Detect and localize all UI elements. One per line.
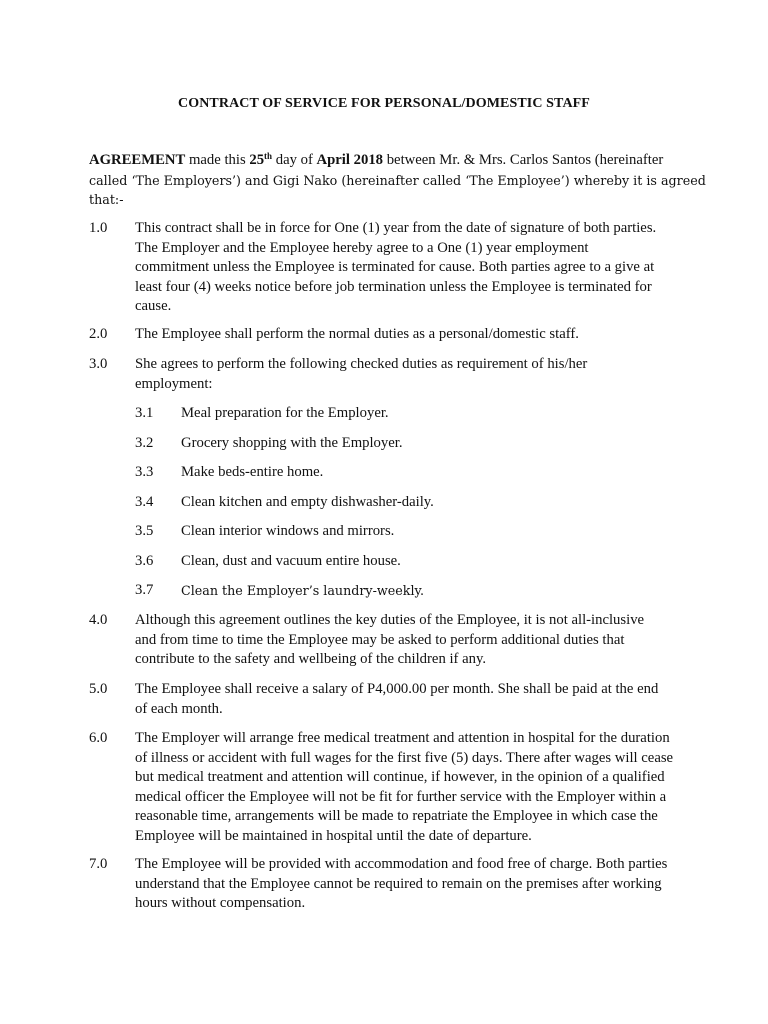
duty-text: Clean kitchen and empty dishwasher-daily.	[181, 494, 434, 510]
clause-1	[89, 219, 689, 317]
clause-line: hours without compensation.	[135, 895, 306, 912]
duty-item	[135, 434, 655, 454]
clause-line: employment:	[135, 375, 213, 392]
clause-text	[135, 729, 681, 847]
clause-line: The Employee will be provided with accommodation and food free of charge. Both parties	[135, 856, 668, 872]
duty-item	[135, 552, 655, 572]
duty-item	[135, 493, 655, 513]
clause-line: least four (4) weeks notice before job termination unless the Employee is terminated for	[135, 278, 652, 295]
clause-4	[89, 611, 689, 670]
clause-number: 6.0	[89, 730, 108, 746]
clause-text	[135, 855, 681, 914]
duty-number: 3.6	[135, 553, 154, 569]
clause-text	[135, 611, 681, 670]
clause-text	[135, 325, 681, 345]
intro-line-1	[89, 151, 689, 171]
intro-between: between Mr. & Mrs. Carlos Santos (hereinafter	[383, 152, 664, 168]
duty-text: Clean, dust and vacuum entire house.	[181, 553, 401, 569]
clause-number: 2.0	[89, 326, 108, 342]
document-title: CONTRACT OF SERVICE FOR PERSONAL/DOMESTIC STAFF	[178, 96, 590, 111]
clause-line: Although this agreement outlines the key duties of the Employee, it is not all-inclusive	[135, 612, 645, 628]
agreement-keyword: AGREEMENT	[89, 152, 186, 168]
clause-line: and from time to time the Employee may be asked to perform additional duties that	[135, 631, 625, 648]
intro-line-2: called ‘The Employers’) and Gigi Nako (hereinafter called ‘The Employee’) whereby it is agreed	[89, 172, 706, 188]
clause-line: reasonable time, arrangements will be made to repatriate the Employee in which case the	[135, 808, 658, 825]
clause-text	[135, 219, 681, 317]
duty-text: Clean the Employer’s laundry-weekly.	[181, 583, 425, 598]
duty-number: 3.2	[135, 435, 154, 451]
duty-number: 3.1	[135, 405, 154, 421]
duty-number: 3.5	[135, 523, 154, 539]
agreement-day-number: 25	[249, 152, 265, 168]
clause-line: of each month.	[135, 700, 223, 717]
agreement-intro	[89, 151, 706, 210]
clause-line: commitment unless the Employee is terminated for cause. Both parties agree to a give at	[135, 259, 655, 276]
duty-text: Make beds-entire home.	[181, 464, 324, 480]
clause-line: The Employee shall receive a salary of P4,000.00 per month. She shall be paid at the end	[135, 681, 659, 697]
duty-text: Clean interior windows and mirrors.	[181, 523, 395, 539]
clause-line: of illness or accident with full wages for the first five (5) days. There after wages will cease	[135, 749, 674, 766]
clause-line: The Employer will arrange free medical treatment and attention in hospital for the duration	[135, 730, 670, 746]
agreement-day	[249, 152, 272, 168]
clause-number: 7.0	[89, 856, 108, 872]
clause-2	[89, 325, 689, 345]
intro-line-3: that:-	[89, 192, 124, 208]
clause-line: but medical treatment and attention will continue, if however, in the opinion of a qualified	[135, 769, 665, 786]
clause-6	[89, 729, 689, 847]
duty-item	[135, 581, 655, 601]
clause-line: The Employee shall perform the normal duties as a personal/domestic staff.	[135, 326, 579, 342]
clause-number: 4.0	[89, 612, 108, 628]
duty-item	[135, 463, 655, 483]
agreement-day-suffix: th	[264, 151, 273, 161]
clause-5	[89, 680, 689, 719]
duty-number: 3.3	[135, 464, 154, 480]
clause-text	[135, 355, 681, 394]
clause-7	[89, 855, 689, 914]
duty-text: Grocery shopping with the Employer.	[181, 435, 403, 451]
duty-text: Meal preparation for the Employer.	[181, 405, 389, 421]
intro-made-this: made this	[185, 152, 250, 168]
clause-line: Employee will be maintained in hospital until the date of departure.	[135, 827, 532, 844]
clause-line: She agrees to perform the following checked duties as requirement of his/her	[135, 356, 588, 372]
duty-item	[135, 522, 655, 542]
clause-line: medical officer the Employee will not be fit for further service with the Employer within a	[135, 788, 667, 805]
clause-line: The Employer and the Employee hereby agree to a One (1) year employment	[135, 239, 589, 256]
clause-line: cause.	[135, 298, 172, 315]
clause-3	[89, 355, 689, 394]
clause-text	[135, 680, 681, 719]
duty-item	[135, 404, 655, 424]
duty-number: 3.4	[135, 494, 154, 510]
clause-number: 5.0	[89, 681, 108, 697]
clause-line: This contract shall be in force for One (1) year from the date of signature of both parties.	[135, 220, 657, 236]
clause-line: contribute to the safety and wellbeing of the children if any.	[135, 651, 487, 668]
clause-line: understand that the Employee cannot be required to remain on the premises after working	[135, 875, 662, 892]
clause-number: 1.0	[89, 220, 108, 236]
clause-number: 3.0	[89, 356, 108, 372]
agreement-month-year: April 2018	[316, 152, 384, 168]
intro-day-of: day of	[272, 152, 317, 168]
duty-number: 3.7	[135, 582, 154, 598]
